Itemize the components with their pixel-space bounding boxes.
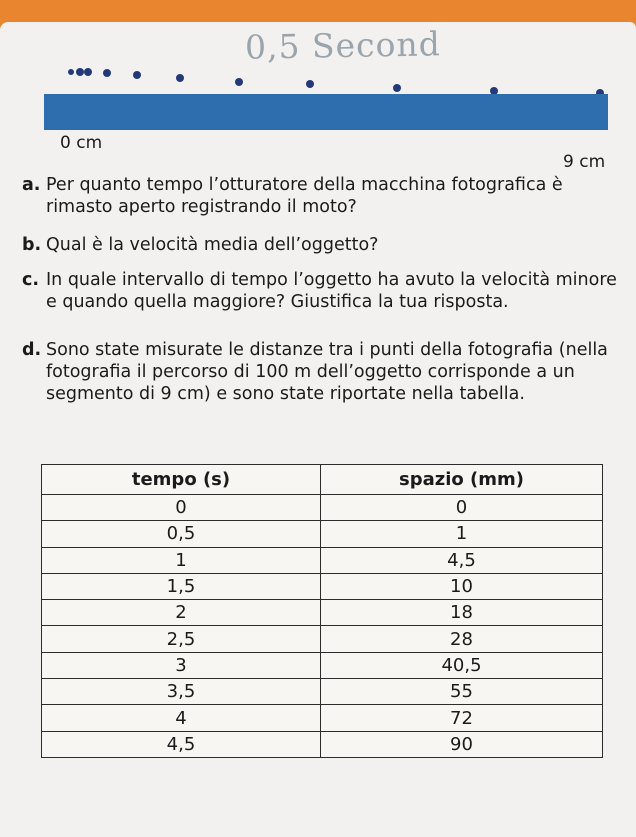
time-cell: 1 (42, 547, 321, 573)
motion-dot (306, 80, 314, 88)
time-cell: 4,5 (42, 731, 321, 757)
question-c (22, 269, 622, 313)
time-cell: 3,5 (42, 679, 321, 705)
question-text: Qual è la velocità media dell’oggetto? (46, 235, 379, 255)
handwritten-note: 0,5 Second (244, 24, 442, 67)
space-cell: 0 (321, 495, 603, 521)
space-cell: 55 (321, 679, 603, 705)
data-table (41, 464, 603, 758)
motion-dot (68, 69, 74, 75)
time-cell: 3 (42, 652, 321, 678)
table-row (42, 547, 603, 573)
time-cell: 0,5 (42, 521, 321, 547)
question-text: In quale intervallo di tempo l’oggetto ha avuto la velocità minore e quando quella maggiore? Giustifica la tua risposta. (46, 270, 617, 312)
question-letter: a. (22, 175, 41, 195)
space-cell: 1 (321, 521, 603, 547)
motion-strip (44, 94, 608, 130)
scale-start-label: 0 cm (60, 133, 103, 153)
question-letter: d. (22, 340, 42, 360)
table-row (42, 626, 603, 652)
column-header-space: spazio (mm) (321, 465, 603, 495)
question-text: Per quanto tempo l’otturatore della macchina fotografica è rimasto aperto registrando il moto? (46, 175, 563, 217)
space-cell: 4,5 (321, 547, 603, 573)
motion-dot (235, 78, 243, 86)
question-letter: b. (22, 235, 42, 255)
time-cell: 0 (42, 495, 321, 521)
table-row (42, 679, 603, 705)
motion-dot (133, 71, 141, 79)
time-cell: 2 (42, 600, 321, 626)
space-cell: 72 (321, 705, 603, 731)
motion-dot (103, 69, 111, 77)
space-cell: 10 (321, 573, 603, 599)
table-row (42, 600, 603, 626)
table-row (42, 652, 603, 678)
question-letter: c. (22, 270, 40, 290)
table-header-row (42, 465, 603, 495)
space-cell: 40,5 (321, 652, 603, 678)
question-d (22, 339, 622, 405)
question-b (22, 234, 622, 256)
space-cell: 90 (321, 731, 603, 757)
table-row (42, 521, 603, 547)
table-row (42, 705, 603, 731)
space-cell: 18 (321, 600, 603, 626)
motion-dot (76, 68, 84, 76)
question-a (22, 174, 622, 218)
space-cell: 28 (321, 626, 603, 652)
motion-dot (393, 84, 401, 92)
question-text: Sono state misurate le distanze tra i punti della fotografia (nella fotografia il percorso di 100 m dell’oggetto corrisponde a un segmento di 9 cm) e sono state riportate nella tabella. (46, 340, 608, 404)
table-row (42, 573, 603, 599)
column-header-time: tempo (s) (42, 465, 321, 495)
table-row (42, 731, 603, 757)
scale-end-label: 9 cm (563, 152, 606, 172)
time-cell: 4 (42, 705, 321, 731)
time-cell: 2,5 (42, 626, 321, 652)
time-cell: 1,5 (42, 573, 321, 599)
motion-dot (176, 74, 184, 82)
motion-dot (84, 68, 92, 76)
table-row (42, 495, 603, 521)
